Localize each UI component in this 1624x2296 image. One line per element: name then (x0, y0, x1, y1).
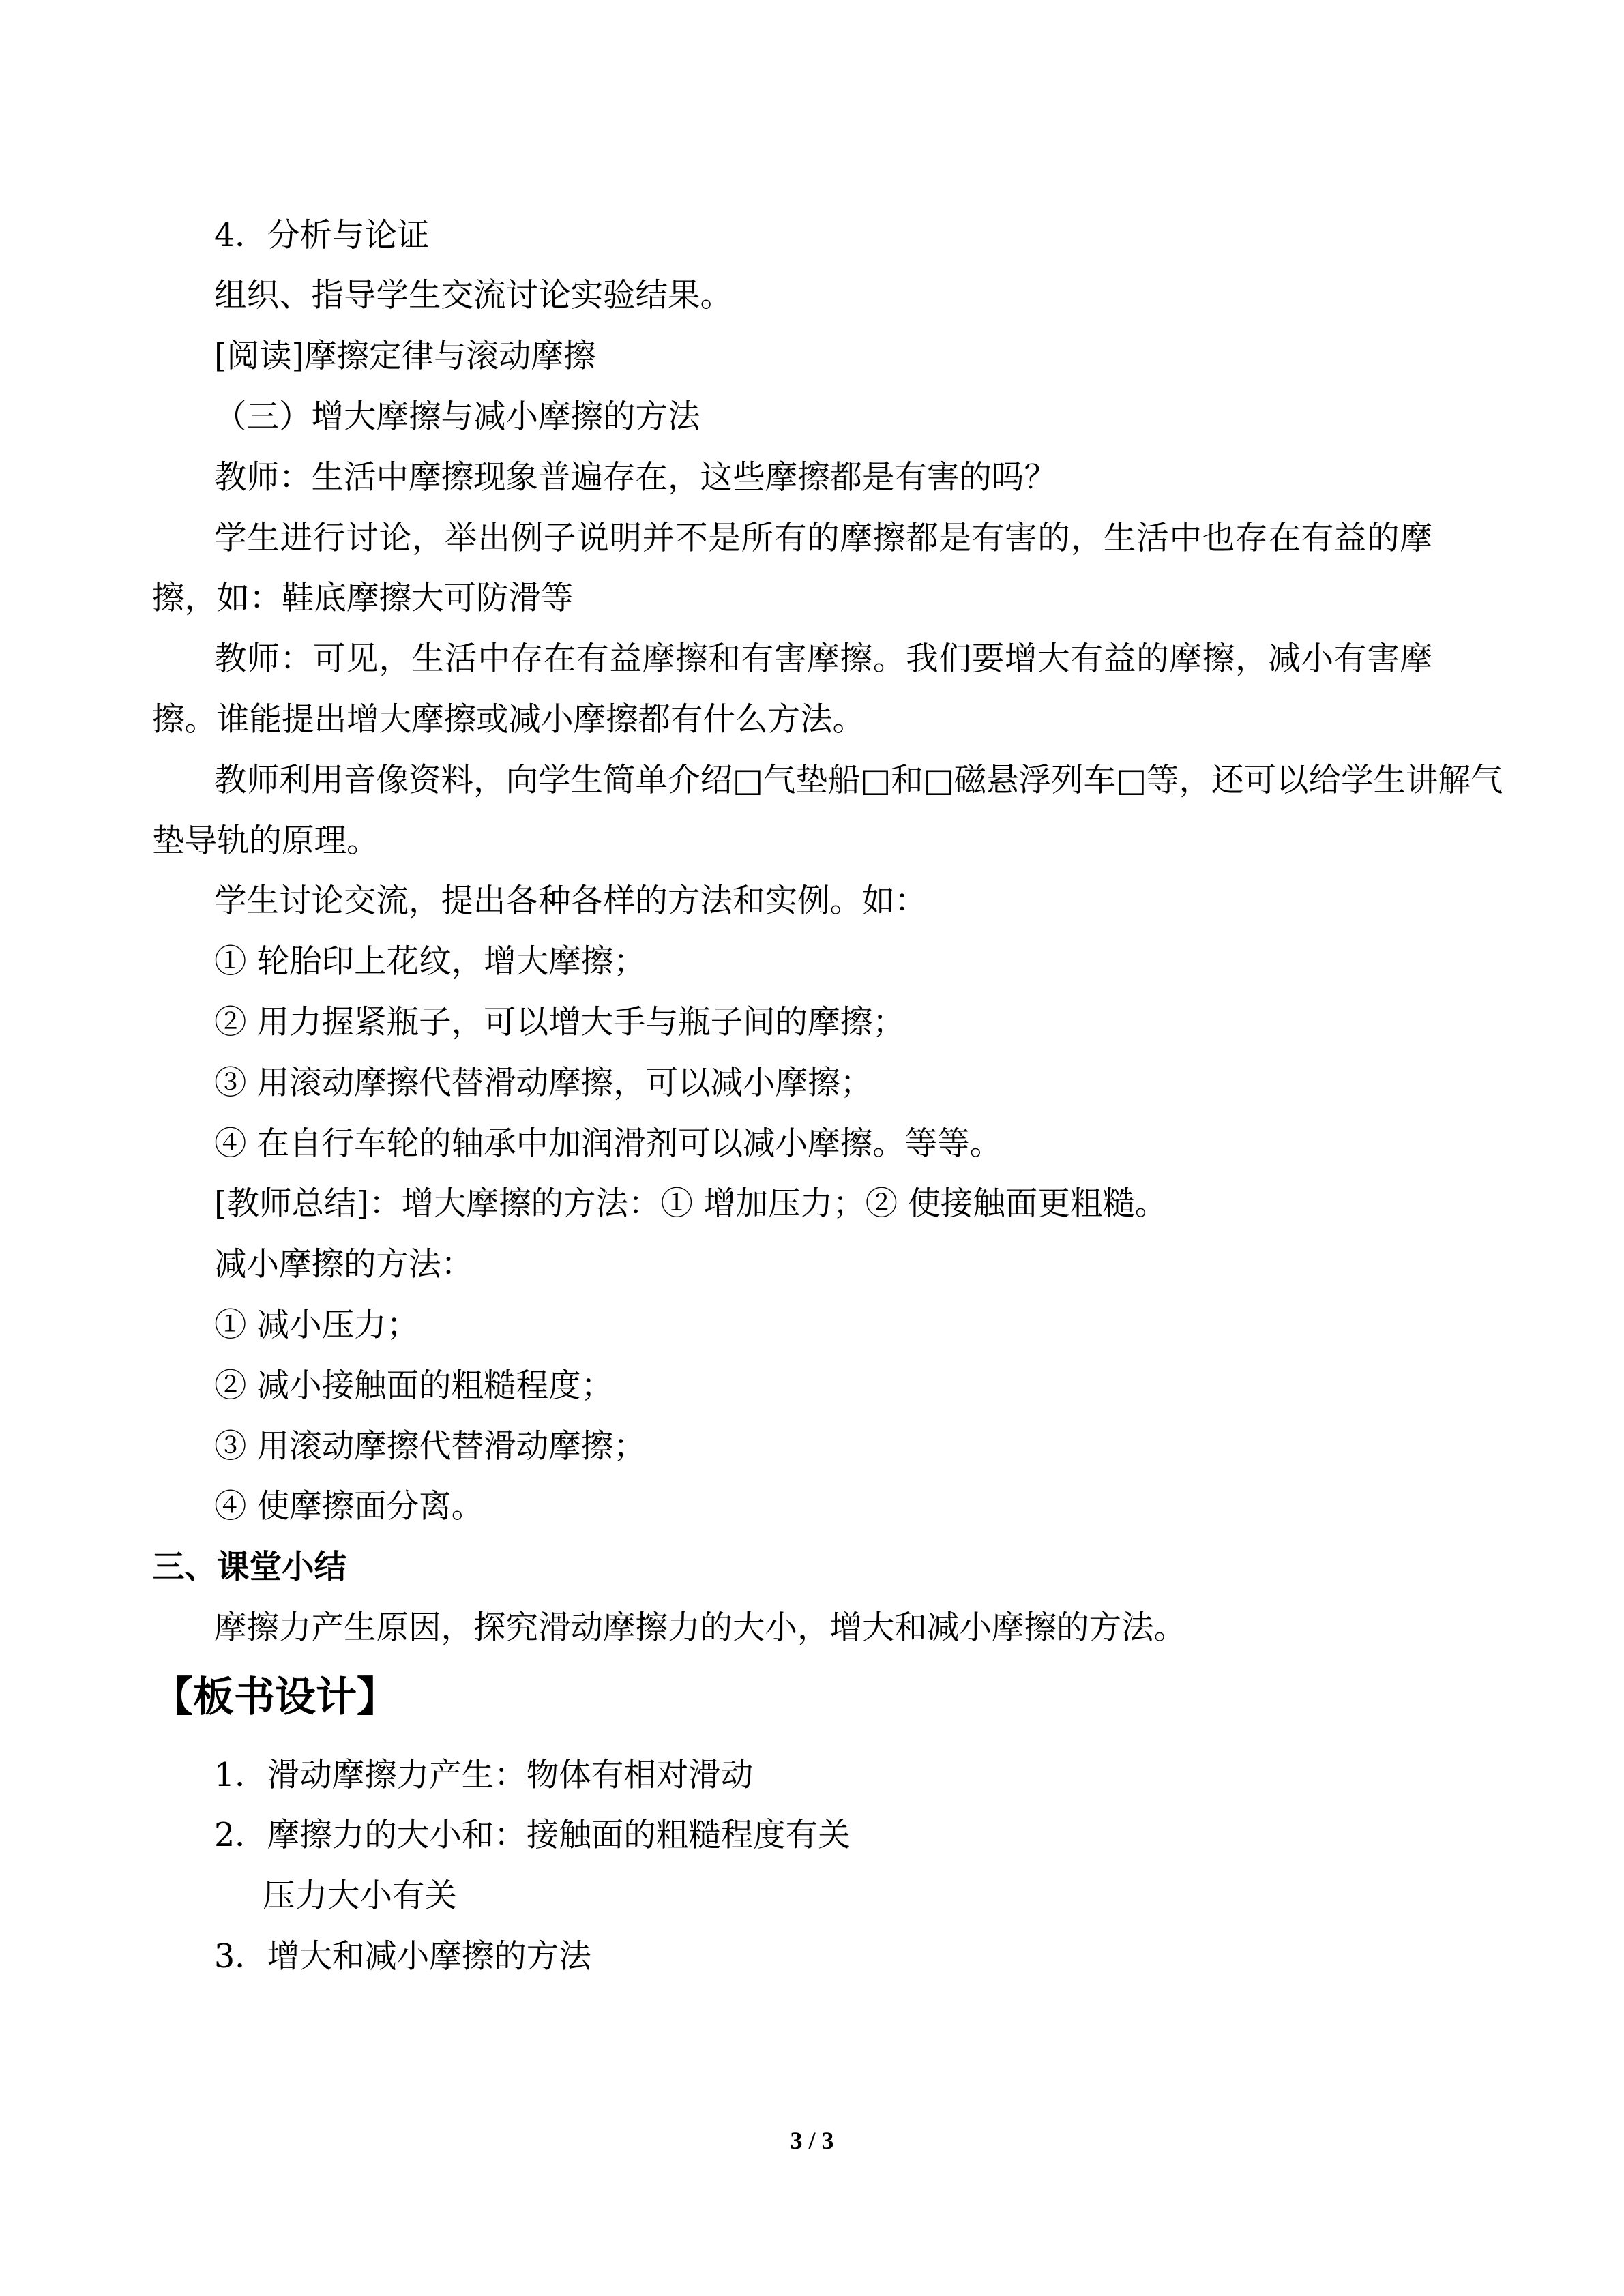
class-summary-section (152, 1538, 1462, 1659)
analysis-text: 组织、指导学生交流讨论实验结果。 (214, 277, 733, 315)
reduce-methods-heading: 减小摩擦的方法： (214, 1246, 473, 1284)
class-summary-text: 摩擦力产生原因，探究滑动摩擦力的大小，增大和减小摩擦的方法。 (214, 1609, 1186, 1647)
friction-methods-section (152, 387, 1503, 1538)
list-item: ② 减小接触面的粗糙程度； (214, 1367, 614, 1405)
list-item: ① 减小压力； (214, 1306, 419, 1344)
list-item: 压力大小有关 (263, 1877, 457, 1915)
teacher-summary: [教师总结]：增大摩擦的方法：① 增加压力；② 使接触面更粗糙。 (214, 1185, 1168, 1223)
class-summary-heading: 三、课堂小结 (152, 1549, 346, 1587)
reduce-methods-list (152, 1296, 1462, 1538)
lesson-body (152, 206, 1503, 1659)
list-item: ③ 用滚动摩擦代替滑动摩擦，可以减小摩擦； (214, 1064, 873, 1102)
list-item: ④ 在自行车轮的轴承中加润滑剂可以减小摩擦。等等。 (214, 1124, 1003, 1163)
list-item: ③ 用滚动摩擦代替滑动摩擦； (214, 1427, 646, 1465)
analysis-section (152, 206, 1462, 387)
analysis-heading: 4．分析与论证 (214, 216, 430, 254)
teacher-question: 教师：生活中摩擦现象普遍存在，这些摩擦都是有害的吗？ (214, 458, 1057, 496)
list-item: 3．增大和减小摩擦的方法 (214, 1937, 591, 1976)
board-design-heading: 【板书设计】 (152, 1673, 398, 1721)
list-item: ① 轮胎印上花纹，增大摩擦； (214, 943, 646, 981)
paragraph-line: 垫导轨的原理。 (152, 822, 379, 860)
paragraph-line: 擦。谁能提出增大摩擦或减小摩擦都有什么方法。 (152, 700, 865, 739)
board-design-list (152, 1746, 1462, 1988)
page-number: 3 / 3 (790, 2127, 834, 2154)
paragraph-line: 教师利用音像资料，向学生简单介绍□气垫船□和□磁悬浮列车□等，还可以给学生讲解气 (214, 761, 1503, 799)
teacher-remark-paragraph (152, 629, 1462, 751)
paragraph-line: 学生进行讨论，举出例子说明并不是所有的摩擦都是有害的，生活中也存在有益的摩 (214, 519, 1432, 557)
methods-heading: （三）增大摩擦与减小摩擦的方法 (214, 398, 700, 436)
reading-note: [阅读]摩擦定律与滚动摩擦 (214, 338, 596, 376)
list-item: 1．滑动摩擦力产生：物体有相对滑动 (214, 1756, 754, 1794)
list-item: ② 用力握紧瓶子，可以增大手与瓶子间的摩擦； (214, 1003, 905, 1041)
teacher-media-paragraph (152, 751, 1503, 872)
list-item: ④ 使摩擦面分离。 (214, 1488, 484, 1526)
student-exchange: 学生讨论交流，提出各种各样的方法和实例。如： (214, 882, 927, 921)
list-item: 2．摩擦力的大小和：接触面的粗糙程度有关 (214, 1817, 851, 1855)
student-examples-list (152, 932, 1462, 1174)
student-discussion-paragraph (152, 509, 1462, 630)
paragraph-line: 擦，如：鞋底摩擦大可防滑等 (152, 580, 574, 618)
paragraph-line: 教师：可见，生活中存在有益摩擦和有害摩擦。我们要增大有益的摩擦，减小有害摩 (214, 640, 1432, 679)
